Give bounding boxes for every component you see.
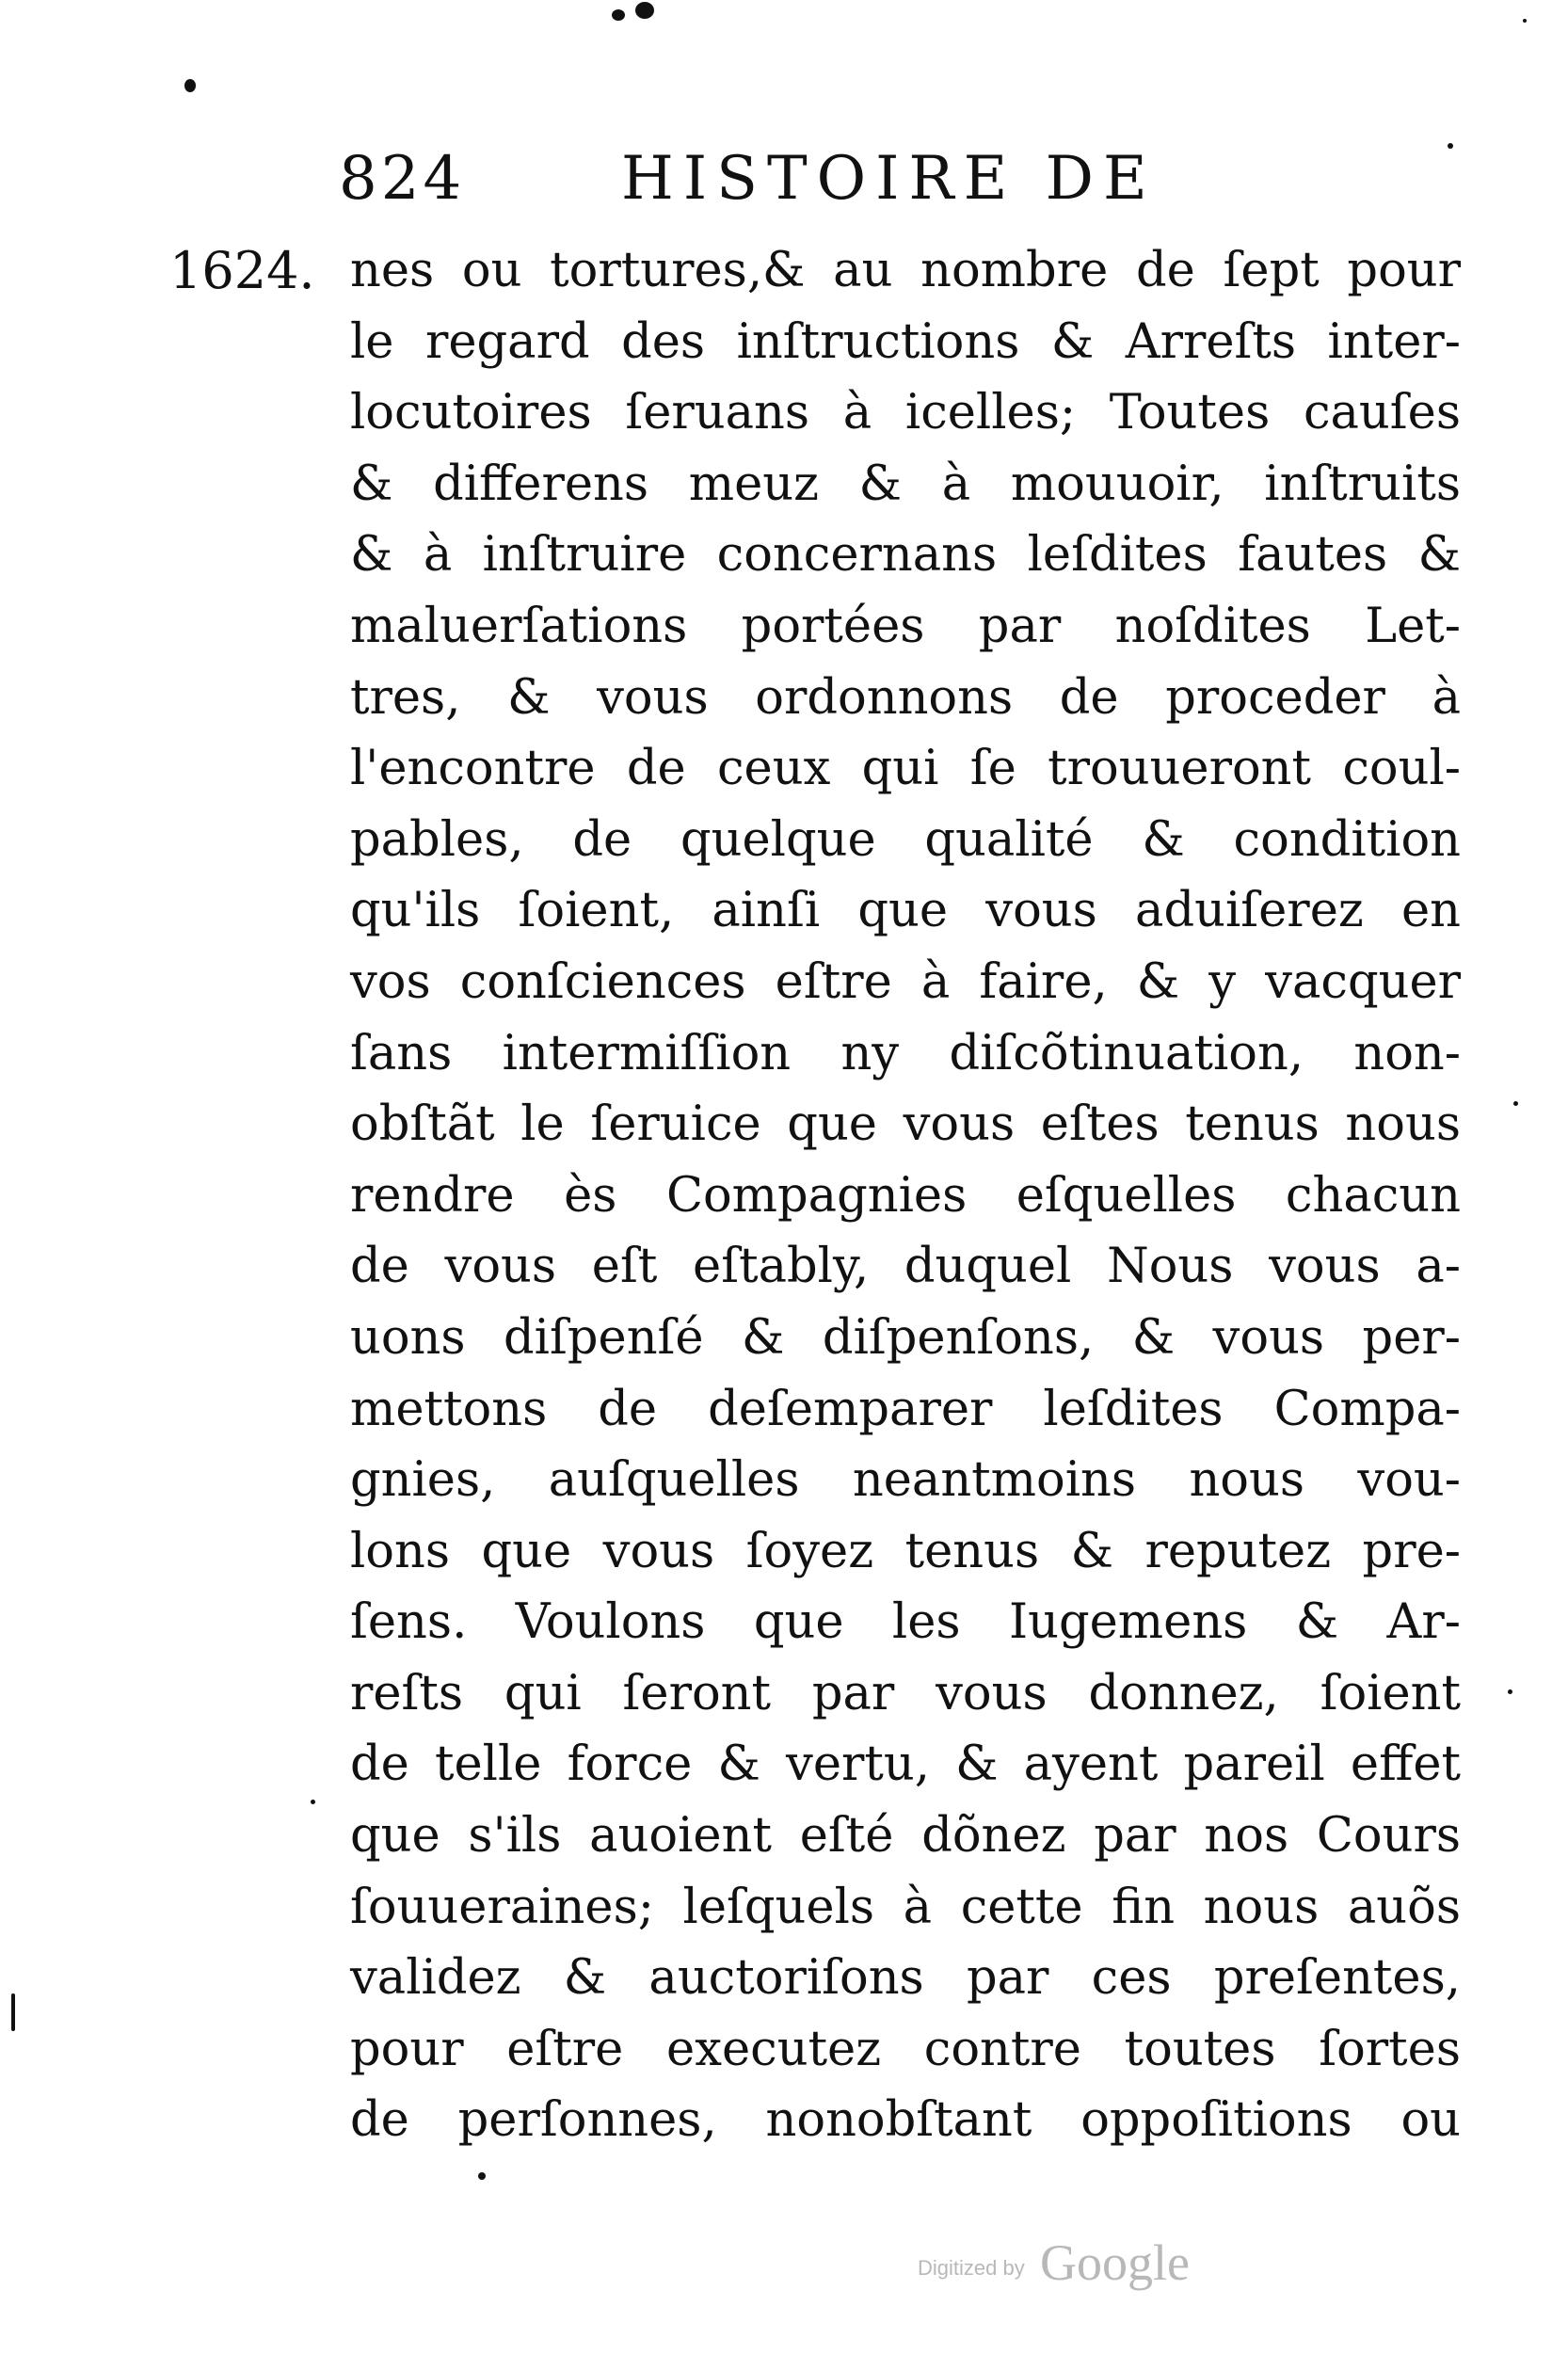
ink-speck bbox=[478, 2172, 486, 2180]
text-line: validez & auctoriſons par ces preſentes, bbox=[350, 1950, 1461, 2007]
text-line: de telle force & vertu, & ayent pareil effet bbox=[350, 1737, 1461, 1793]
text-line: de perſonnes, nonobſtant oppoſitions ou bbox=[350, 2092, 1461, 2149]
digitized-by-google-watermark bbox=[918, 2217, 1238, 2292]
running-title: HISTOIRE DE bbox=[621, 144, 1157, 214]
ink-speck bbox=[1513, 1101, 1518, 1106]
ink-speck bbox=[1523, 19, 1527, 23]
text-line: uons diſpenſé & diſpenſons, & vous per- bbox=[350, 1309, 1461, 1366]
text-line: vos conſciences eſtre à faire, & y vacquer bbox=[350, 953, 1461, 1010]
text-line: gnies, auſquelles neantmoins nous vou- bbox=[350, 1452, 1461, 1509]
text-line: pables, de quelque qualité & condition bbox=[350, 811, 1461, 868]
text-line: ſouueraines; leſquels à cette fin nous auõs bbox=[350, 1879, 1461, 1935]
text-line: & differens meuz & à mouuoir, inſtruits bbox=[350, 456, 1461, 512]
text-line: le regard des inſtructions & Arreſts inter- bbox=[350, 313, 1461, 370]
text-line: qu'ils ſoient, ainſi que vous aduiſerez en bbox=[350, 883, 1461, 939]
text-line: maluerſations portées par noſdites Let- bbox=[350, 598, 1461, 654]
text-line: reſts qui ſeront par vous donnez, ſoient bbox=[350, 1665, 1461, 1721]
digitized-by-label: Digitized by bbox=[918, 2256, 1025, 2280]
text-line: de vous eſt eſtably, duquel Nous vous a- bbox=[350, 1239, 1461, 1295]
ink-speck bbox=[635, 2, 654, 19]
ink-speck bbox=[1508, 1689, 1512, 1694]
text-line: ſens. Voulons que les Iugemens & Ar- bbox=[350, 1594, 1461, 1651]
text-line: ſans intermiſſion ny diſcõtinuation, non- bbox=[350, 1025, 1461, 1081]
text-line: pour eſtre executez contre toutes ſortes bbox=[350, 2021, 1461, 2077]
text-line: nes ou tortures,& au nombre de ſept pour bbox=[350, 243, 1461, 298]
ink-speck bbox=[311, 1800, 315, 1804]
ink-speck bbox=[184, 79, 196, 92]
page-header bbox=[339, 141, 1224, 216]
margin-year-note: 1624. bbox=[169, 241, 315, 300]
ink-speck bbox=[1448, 143, 1453, 149]
text-line: & à inſtruire concernans leſdites fautes & bbox=[350, 527, 1461, 584]
text-line: que s'ils auoient eſté dõnez par nos Cours bbox=[350, 1808, 1461, 1865]
ink-speck bbox=[11, 1993, 15, 2031]
ink-speck bbox=[612, 9, 625, 21]
text-line: obſtãt le ſeruice que vous eſtes tenus nous bbox=[350, 1096, 1461, 1153]
text-line: locutoires ſeruans à icelles; Toutes cauſes bbox=[350, 385, 1461, 441]
text-line: mettons de deſemparer leſdites Compa- bbox=[350, 1381, 1461, 1437]
text-line: l'encontre de ceux qui ſe trouueront coul- bbox=[350, 741, 1461, 797]
text-line: lons que vous ſoyez tenus & reputez pre- bbox=[350, 1523, 1461, 1579]
text-line: tres, & vous ordonnons de proceder à bbox=[350, 669, 1461, 726]
google-logo-text: Google bbox=[1040, 2234, 1190, 2291]
body-text bbox=[350, 235, 1461, 2156]
page-number: 824 bbox=[339, 144, 466, 214]
text-line: rendre ès Compagnies eſquelles chacun bbox=[350, 1167, 1461, 1224]
